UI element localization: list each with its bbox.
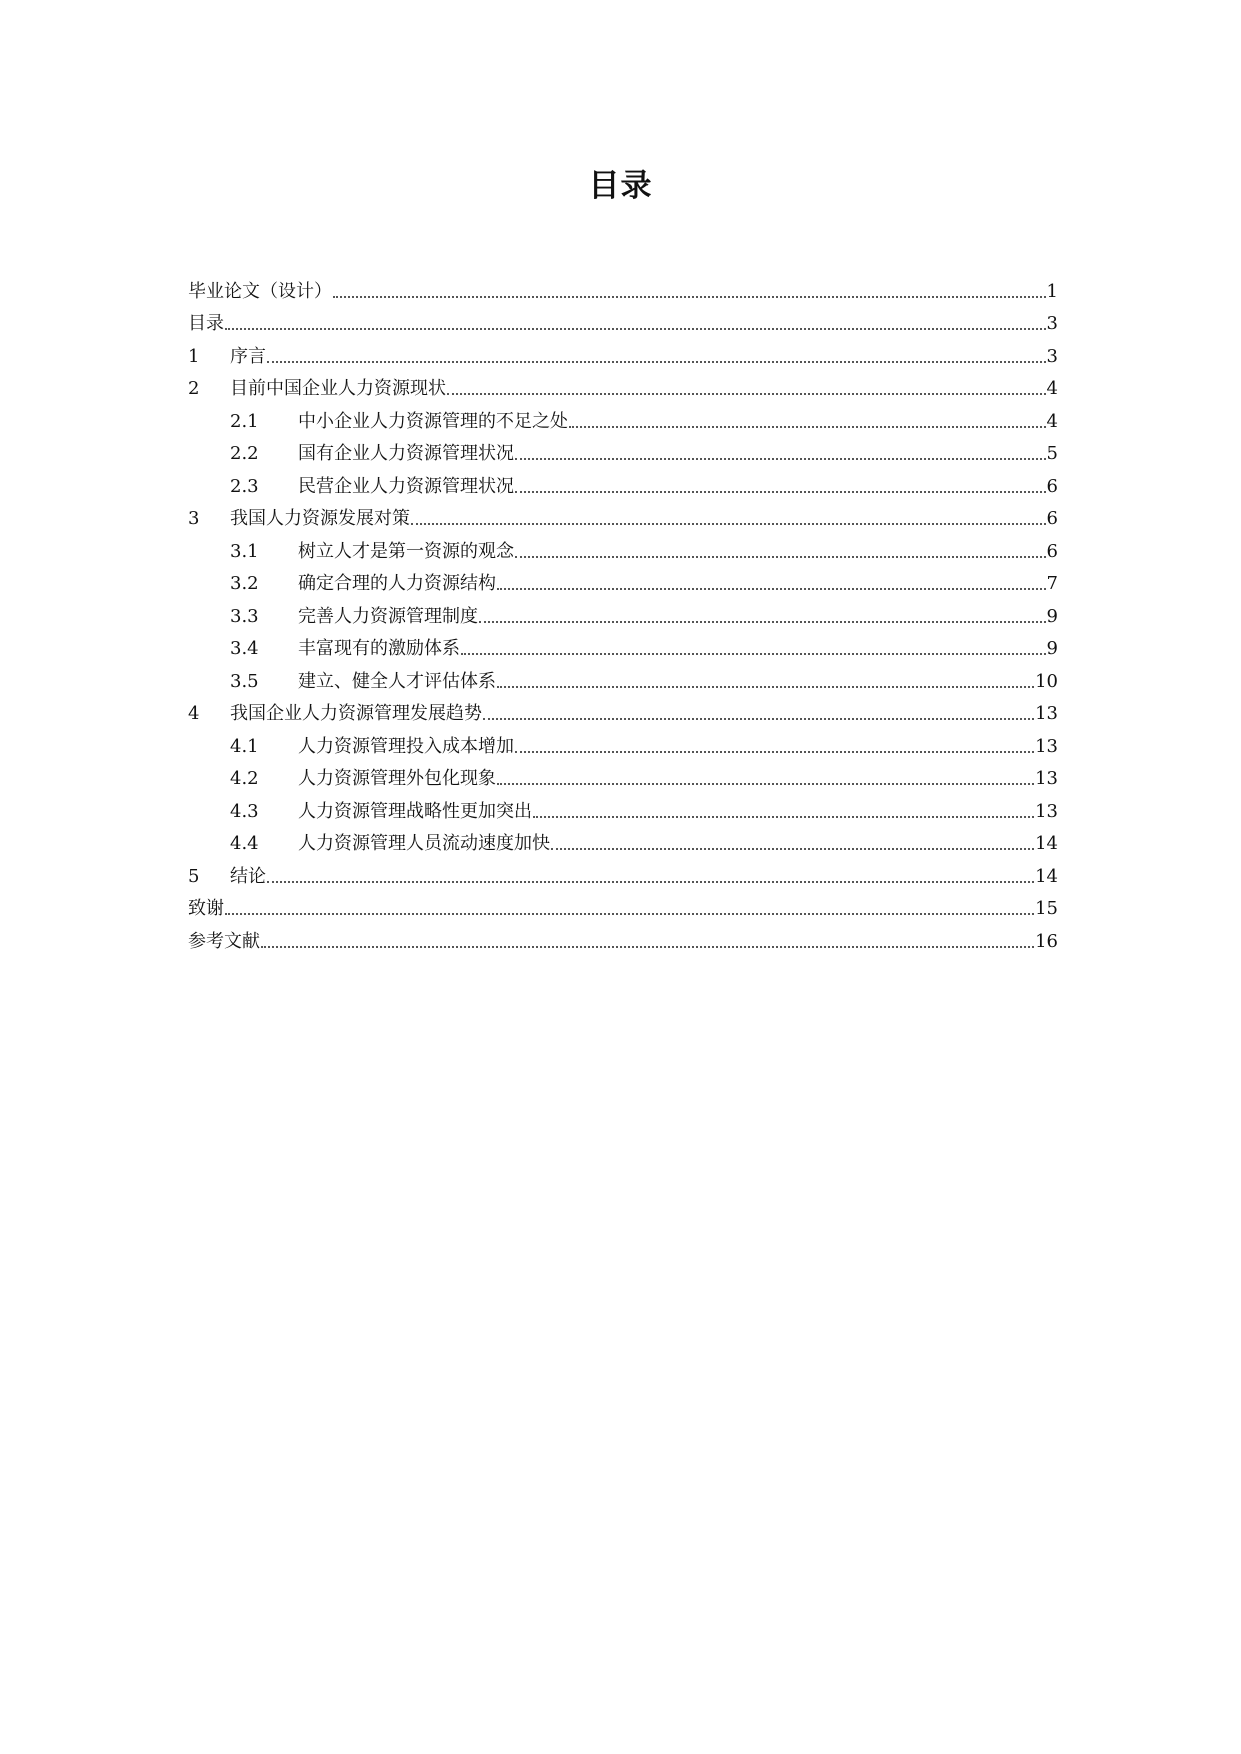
toc-entry-title: 序言 bbox=[230, 345, 266, 367]
toc-entry-number: 3.3 bbox=[230, 605, 259, 627]
toc-entry-number: 4.3 bbox=[230, 800, 259, 822]
toc-entry[interactable] bbox=[188, 433, 1058, 466]
toc-entry[interactable] bbox=[188, 920, 1058, 953]
toc-entry-title: 中小企业人力资源管理的不足之处 bbox=[298, 410, 568, 432]
toc-dot-leader bbox=[483, 718, 1034, 720]
toc-dot-leader bbox=[333, 296, 1046, 298]
toc-entry-title: 我国企业人力资源管理发展趋势 bbox=[230, 703, 482, 724]
toc-entry-title: 人力资源管理战略性更加突出 bbox=[298, 800, 532, 822]
toc-entry-number: 4.4 bbox=[230, 833, 259, 854]
toc-page-number: 13 bbox=[1035, 768, 1058, 789]
toc-dot-leader bbox=[267, 881, 1034, 883]
toc-page-number: 14 bbox=[1035, 833, 1058, 854]
toc-entry-title: 人力资源管理外包化现象 bbox=[298, 768, 496, 789]
toc-entry[interactable] bbox=[188, 530, 1058, 563]
toc-entry-number: 4 bbox=[188, 703, 200, 724]
toc-page-number: 1 bbox=[1046, 280, 1058, 302]
toc-entry-number: 1 bbox=[188, 345, 200, 367]
toc-entry-title: 确定合理的人力资源结构 bbox=[298, 573, 496, 594]
toc-dot-leader bbox=[569, 426, 1046, 428]
toc-entry-number: 4.2 bbox=[230, 768, 259, 789]
toc-entry-title: 致谢 bbox=[188, 898, 224, 919]
toc-entry[interactable] bbox=[188, 368, 1058, 401]
toc-dot-leader bbox=[267, 361, 1046, 363]
toc-entry-number: 2.1 bbox=[230, 410, 259, 432]
toc-entry-number: 3.4 bbox=[230, 638, 259, 659]
toc-entry[interactable] bbox=[188, 725, 1058, 758]
toc-entry-number: 2.2 bbox=[230, 443, 259, 464]
toc-entry[interactable] bbox=[188, 823, 1058, 856]
toc-entry[interactable] bbox=[188, 628, 1058, 661]
toc-dot-leader bbox=[225, 913, 1034, 915]
toc-dot-leader bbox=[515, 751, 1034, 753]
toc-entry-number: 3.2 bbox=[230, 573, 259, 594]
toc-entry[interactable] bbox=[188, 758, 1058, 791]
toc-entry[interactable] bbox=[188, 465, 1058, 498]
toc-dot-leader bbox=[447, 393, 1046, 395]
toc-entry-title: 人力资源管理投入成本增加 bbox=[298, 735, 514, 757]
toc-dot-leader bbox=[515, 556, 1046, 558]
toc-entry-title: 毕业论文（设计） bbox=[188, 280, 332, 302]
toc-page-number: 16 bbox=[1035, 930, 1058, 952]
toc-dot-leader bbox=[515, 458, 1046, 460]
toc-entry-number: 2 bbox=[188, 378, 200, 399]
toc-entry-number: 3 bbox=[188, 508, 200, 529]
toc-entry-title: 民营企业人力资源管理状况 bbox=[298, 475, 514, 497]
toc-entry-title: 目录 bbox=[188, 313, 224, 334]
toc-dot-leader bbox=[479, 621, 1046, 623]
toc-entry-title: 我国人力资源发展对策 bbox=[230, 508, 410, 529]
toc-entry-number: 4.1 bbox=[230, 735, 259, 757]
toc-entry[interactable] bbox=[188, 563, 1058, 596]
table-of-contents bbox=[188, 270, 1058, 953]
toc-page-number: 13 bbox=[1035, 800, 1058, 822]
toc-page-number: 5 bbox=[1046, 443, 1058, 464]
toc-dot-leader bbox=[411, 523, 1046, 525]
toc-page-number: 3 bbox=[1046, 313, 1058, 334]
toc-dot-leader bbox=[497, 686, 1034, 688]
toc-entry-title: 参考文献 bbox=[188, 930, 260, 952]
toc-entry-number: 3.5 bbox=[230, 670, 259, 692]
toc-entry[interactable] bbox=[188, 595, 1058, 628]
toc-page-number: 4 bbox=[1046, 410, 1058, 432]
page-title: 目录 bbox=[588, 168, 653, 204]
toc-page-number: 9 bbox=[1046, 605, 1058, 627]
toc-dot-leader bbox=[225, 328, 1046, 330]
toc-dot-leader bbox=[261, 946, 1034, 948]
toc-page-number: 13 bbox=[1035, 735, 1058, 757]
toc-entry[interactable] bbox=[188, 400, 1058, 433]
toc-dot-leader bbox=[497, 783, 1034, 785]
toc-entry-title: 建立、健全人才评估体系 bbox=[298, 670, 496, 692]
toc-entry[interactable] bbox=[188, 335, 1058, 368]
toc-page-number: 6 bbox=[1046, 508, 1058, 529]
toc-page-number: 6 bbox=[1046, 475, 1058, 497]
toc-dot-leader bbox=[533, 816, 1034, 818]
toc-page-number: 4 bbox=[1046, 378, 1058, 399]
toc-entry-title: 完善人力资源管理制度 bbox=[298, 605, 478, 627]
toc-page-number: 15 bbox=[1035, 898, 1058, 919]
toc-entry-number: 3.1 bbox=[230, 540, 259, 562]
toc-entry[interactable] bbox=[188, 498, 1058, 531]
toc-dot-leader bbox=[515, 491, 1046, 493]
toc-entry-title: 国有企业人力资源管理状况 bbox=[298, 443, 514, 464]
toc-entry-title: 树立人才是第一资源的观念 bbox=[298, 540, 514, 562]
toc-entry[interactable] bbox=[188, 303, 1058, 336]
toc-entry[interactable] bbox=[188, 693, 1058, 726]
toc-entry[interactable] bbox=[188, 855, 1058, 888]
toc-page-number: 3 bbox=[1046, 345, 1058, 367]
toc-dot-leader bbox=[461, 653, 1046, 655]
toc-entry-number: 5 bbox=[188, 865, 200, 887]
toc-dot-leader bbox=[497, 588, 1046, 590]
toc-page-number: 10 bbox=[1035, 670, 1058, 692]
toc-entry[interactable] bbox=[188, 660, 1058, 693]
toc-page-number: 7 bbox=[1046, 573, 1058, 594]
toc-entry-title: 目前中国企业人力资源现状 bbox=[230, 378, 446, 399]
toc-entry-title: 丰富现有的激励体系 bbox=[298, 638, 460, 659]
toc-page-number: 13 bbox=[1035, 703, 1058, 724]
toc-entry[interactable] bbox=[188, 790, 1058, 823]
toc-entry-number: 2.3 bbox=[230, 475, 259, 497]
toc-entry-title: 结论 bbox=[230, 865, 266, 887]
toc-page-number: 9 bbox=[1046, 638, 1058, 659]
toc-dot-leader bbox=[551, 848, 1034, 850]
toc-entry[interactable] bbox=[188, 888, 1058, 921]
toc-page-number: 6 bbox=[1046, 540, 1058, 562]
toc-page-number: 14 bbox=[1035, 865, 1058, 887]
toc-entry[interactable] bbox=[188, 270, 1058, 303]
toc-entry-title: 人力资源管理人员流动速度加快 bbox=[298, 833, 550, 854]
